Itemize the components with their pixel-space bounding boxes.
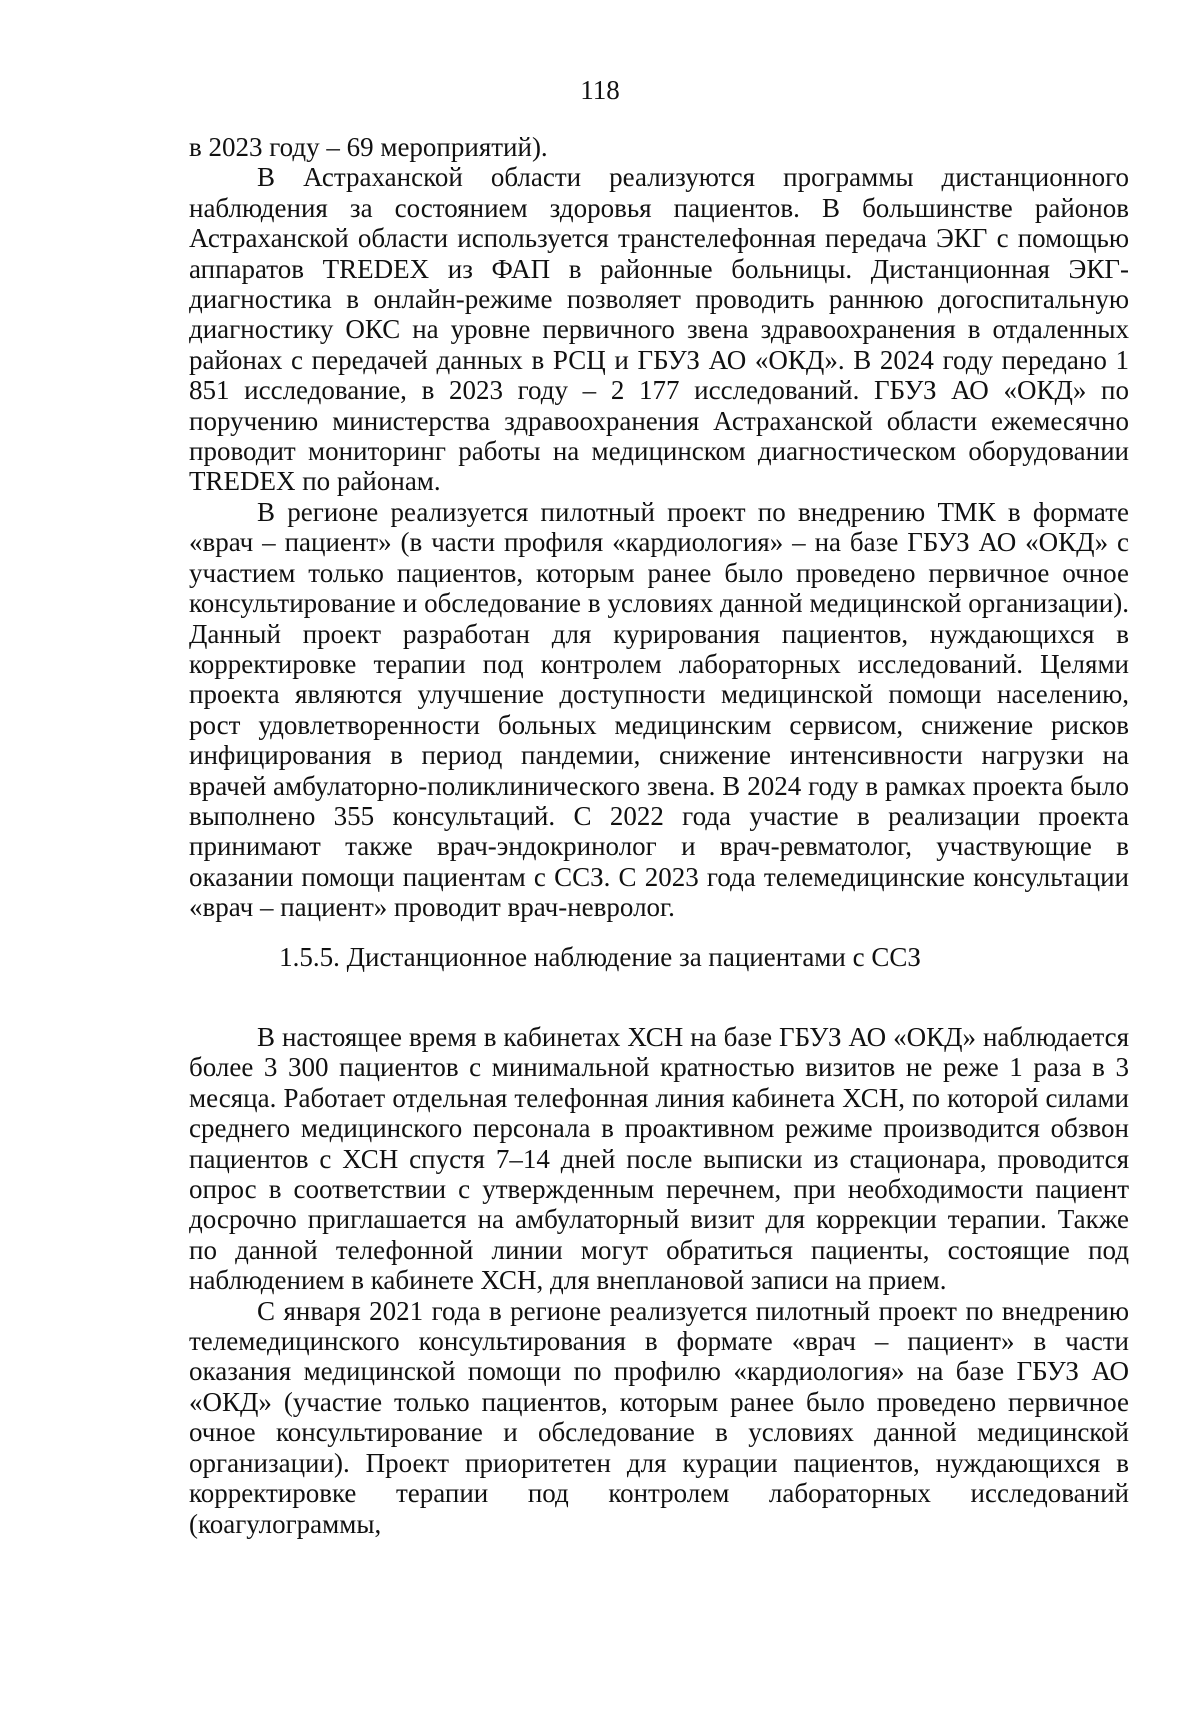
section-heading: 1.5.5. Дистанционное наблюдение за пациентами с ССЗ: [279, 942, 921, 972]
paragraph-pilot-project: В регионе реализуется пилотный проект по внедрению ТМК в формате «врач – пациент» (в части профиля «кардиология» – на базе ГБУЗ АО «ОКД» с участием только пациентов, которым ранее было проведено первичное очное консультирование и обследование в условиях данной медицинской организации). Данный проект разработан для курирования пациентов, нуждающихся в корректировке терапии под контролем лабораторных исследований. Целями проекта являются улучшение доступности медицинской помощи населению, рост удовлетворенности больных медицинским сервисом, снижение рисков инфицирования в период пандемии, снижение интенсивности нагрузки на врачей амбулаторно-поликлинического звена. В 2024 году в рамках проекта было выполнено 355 консультаций. С 2022 года участие в реализации проекта принимают также врач-эндокринолог и врач-ревматолог, участвующие в оказании помощи пациентам с ССЗ. С 2023 года телемедицинские консультации «врач – пациент» проводит врач-невролог.: [189, 496, 1129, 923]
section-bottom-text: [189, 1022, 1129, 1539]
paragraph-remote-monitoring: В Астраханской области реализуются программы дистанционного наблюдения за состоянием здоровья пациентов. В большинстве районов Астраханской области используется транстелефонная передача ЭКГ с помощью аппаратов TREDEX из ФАП в районные больницы. Дистанционная ЭКГ-диагностика в онлайн-режиме позволяет проводить раннюю догоспитальную диагностику ОКС на уровне первичного звена здравоохранения в отдаленных районах с передачей данных в РСЦ и ГБУЗ АО «ОКД». В 2024 году передано 1 851 исследование, в 2023 году – 2 177 исследований. ГБУЗ АО «ОКД» по поручению министерства здравоохранения Астраханской области ежемесячно проводит мониторинг работы на медицинском диагностическом оборудовании TREDEX по районам.: [189, 162, 1129, 497]
section-top-text: [189, 132, 1129, 923]
page-number: 118: [580, 75, 620, 105]
paragraph-telemedicine-2021: С января 2021 года в регионе реализуется пилотный проект по внедрению телемедицинского консультирования в формате «врач – пациент» в части оказания медицинской помощи по профилю «кардиология» на базе ГБУЗ АО «ОКД» (участие только пациентов, которым ранее было проведено первичное очное консультирование и обследование в условиях данной медицинской организации). Проект приоритетен для курации пациентов, нуждающихся в корректировке терапии под контролем лабораторных исследований (коагулограммы,: [189, 1295, 1129, 1539]
paragraph-hsn-cabinets: В настоящее время в кабинетах ХСН на базе ГБУЗ АО «ОКД» наблюдается более 3 300 пациентов с минимальной кратностью визитов не реже 1 раза в 3 месяца. Работает отдельная телефонная линия кабинета ХСН, по которой силами среднего медицинского персонала в проактивном режиме производится обзвон пациентов с ХСН спустя 7–14 дней после выписки из стационара, проводится опрос в соответствии с утвержденным перечнем, при необходимости пациент досрочно приглашается на амбулаторный визит для коррекции терапии. Также по данной телефонной линии могут обратиться пациенты, состоящие под наблюдением в кабинете ХСН, для внеплановой записи на прием.: [189, 1022, 1129, 1296]
paragraph-continuation: в 2023 году – 69 мероприятий).: [189, 132, 548, 162]
